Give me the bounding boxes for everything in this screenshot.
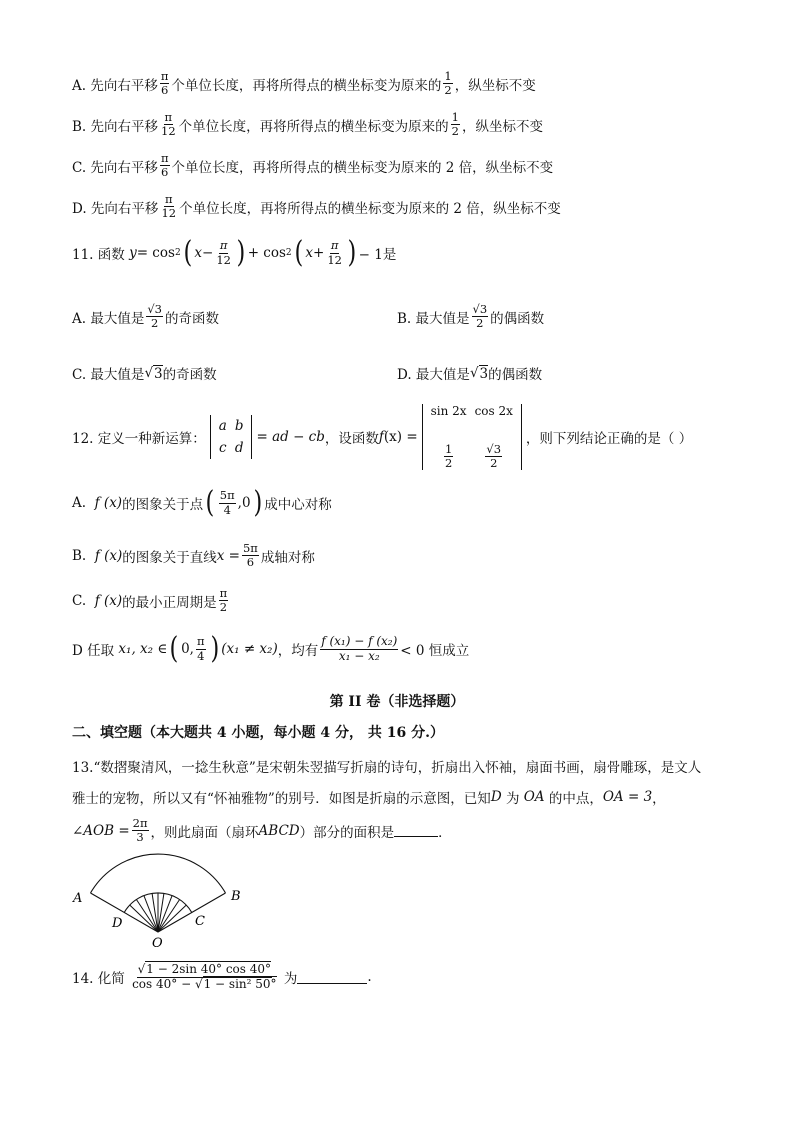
q13-line3: ∠AOB = $\frac{2\pi}{3}$ ，则此扇面（扇环 ABCD ）部分的面积是 ． [72, 816, 452, 845]
q12-option-a: A. f (x) 的图象关于点 ( $\frac{5\pi}{4}$ ,0 ) 成中心对称 [72, 485, 332, 520]
fraction: $\frac{\pi}{6}$ [160, 151, 169, 180]
point-d-label: D [112, 916, 123, 931]
q10-option-d: D. 先向右平移 $\frac{\pi}{12}$ 个单位长度，再将所得点的横坐标变为原来的 2 倍，纵坐标不变 [72, 192, 561, 221]
folding-fan-figure [68, 852, 258, 952]
fraction: $\frac{\pi}{6}$ [160, 69, 169, 98]
fraction: $\frac{√1 - 2\sin 40^\circ \cos 40^\circ}{\text{cos 40° − √1 − sin² 50°}}$ [132, 962, 277, 991]
q13-line2: 雅士的宠物，所以又有“怀袖雅物”的别号．如图是折扇的示意图，已知 D 为 OA 的中点， OA = 3 ， [72, 789, 666, 807]
q11-option-a: A. 最大值是 $\frac{√3}{2}$ 的奇函数 [72, 302, 219, 331]
fraction: $\frac{\pi}{12}$ [216, 238, 231, 267]
matrix-determinant: sin 2x $\frac{1}{2}$ cos 2x $\frac{√3}{2}$ [422, 404, 522, 470]
fraction: $\frac{2\pi}{3}$ [132, 816, 148, 845]
fraction: $\frac{5\pi}{6}$ [242, 541, 258, 570]
q12-option-c: C. f (x) 的最小正周期是 $\frac{\pi}{2}$ [72, 586, 228, 615]
fraction: $\frac{5\pi}{4}$ [219, 488, 235, 517]
determinant: a c b d [210, 415, 253, 459]
q11-option-d: D. 最大值是 √ 3 的偶函数 [397, 365, 543, 383]
q10-option-c: C. 先向右平移 $\frac{\pi}{6}$ 个单位长度，再将所得点的横坐标变为原来的 2 倍，纵坐标不变 [72, 151, 554, 180]
q10-option-a: A. 先向右平移 $\frac{\pi}{6}$ 个单位长度，再将所得点的横坐标变为原来的 $\frac{1}{2}$ ，纵坐标不变 [72, 69, 536, 98]
fraction: $\frac{\text{f (x₁) − f (x₂)}}{\text{x₁ − x₂}}$ [321, 633, 398, 663]
q13-line1: 13.“数摺聚清风，一捻生秋意”是宋朝朱翌描写折扇的诗句，折扇出入怀袖，扇面书画，扇骨雕琢，是文人 [72, 760, 702, 776]
fraction: $\frac{\pi}{2}$ [219, 586, 228, 615]
section-heading: 二、填空题（本大题共 4 小题，每小题 4 分， 共 16 分.） [72, 725, 444, 741]
fraction: $\frac{√3}{2}$ [472, 302, 488, 331]
point-c-label: C [195, 914, 205, 929]
q11-option-b: B. 最大值是 $\frac{√3}{2}$ 的偶函数 [397, 302, 545, 331]
fraction: $\frac{\pi}{12}$ [327, 238, 342, 267]
point-a-label: A [73, 891, 83, 906]
fraction: $\frac{1}{2}$ [451, 110, 459, 139]
point-b-label: B [231, 889, 241, 904]
fraction: $\frac{\pi}{4}$ [196, 634, 205, 663]
section-title: 第 II 卷（非选择题） [329, 694, 465, 710]
q11-option-c: C. 最大值是 √ 3 的奇函数 [72, 365, 217, 383]
q11-stem: 11. 函数 y = cos 2 ( x − $\frac{\pi}{12}$ ) + cos 2 ( x + $\frac{\pi}{12}$ ) − 1是 [72, 235, 397, 270]
q12-option-d: D 任取 x₁, x₂ ∈ ( 0, $\frac{\pi}{4}$ ) (x₁ ≠ x₂) ，均有 $\frac{\text{f (x₁) − f (x₂)}}{\text{x₁ − x₂}}$ < 0 恒成立 [72, 631, 470, 666]
q14-stem: 14. 化简 $\frac{√1 - 2\sin 40^\circ \cos 40^\circ}{\text{cos 40° − √1 − sin² 50°}}$ 为 . [72, 962, 372, 991]
fraction: $\frac{\pi}{12}$ [161, 192, 177, 221]
option-label: A. 先向右平移 [72, 77, 158, 94]
q12-option-b: B. f (x) 的图象关于直线 x = $\frac{5\pi}{6}$ 成轴对称 [72, 541, 315, 570]
q10-option-b: B. 先向右平移 $\frac{\pi}{12}$ 个单位长度，再将所得点的横坐标变为原来的 $\frac{1}{2}$ ，纵坐标不变 [72, 110, 543, 139]
fraction: $\frac{1}{2}$ [444, 69, 452, 98]
answer-blank[interactable] [297, 971, 367, 984]
point-o-label: O [152, 936, 163, 951]
q12-stem: 12. 定义一种新运算： a c b d = ad − cb ，设函数 f (x) = sin 2x $\frac{1}{2}$ cos 2x $\frac{√3}{2}$ ，则下列结论正确的是（ ） [72, 404, 693, 470]
fraction: $\frac{√3}{2}$ [147, 302, 162, 331]
fraction: $\frac{\pi}{12}$ [161, 110, 176, 139]
answer-blank[interactable] [394, 824, 438, 837]
